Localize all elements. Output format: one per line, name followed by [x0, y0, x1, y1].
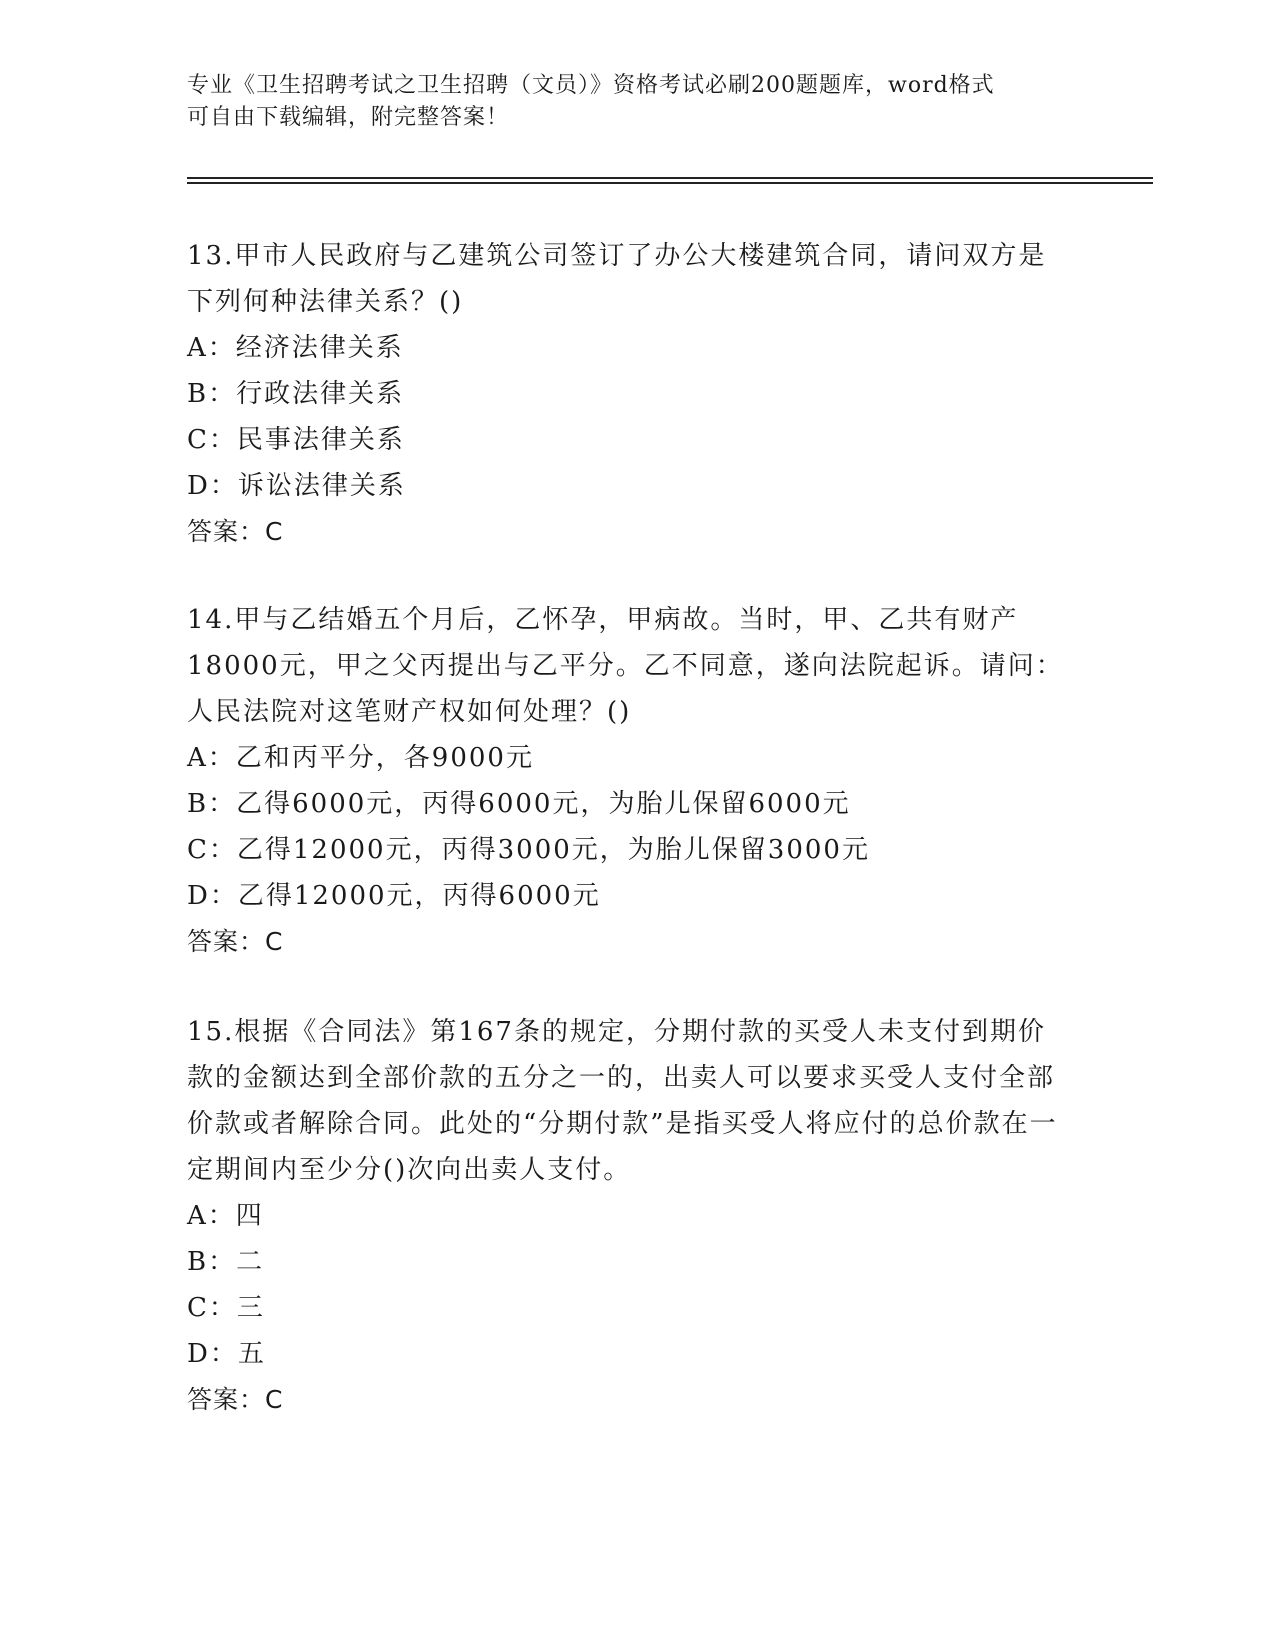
- header-line-1: 专业《卫生招聘考试之卫生招聘（文员）》资格考试必刷200题题库，word格式: [187, 73, 995, 98]
- header-line-2: 可自由下载编辑，附完整答案！: [187, 105, 510, 130]
- question-15: [187, 1009, 1067, 1423]
- answer-text: 答案：C: [187, 927, 284, 956]
- header-divider-top: [187, 177, 1153, 179]
- document-header: [187, 70, 1067, 134]
- question-stem: 15.根据《合同法》第167条的规定，分期付款的买受人未支付到期价款的金额达到全部价款的五分之一的，出卖人可以要求买受人支付全部价款或者解除合同。此处的“分期付款”是指买受人将应付的总价款在一定期间内至少分()次向出卖人支付。: [187, 1017, 1058, 1185]
- option-b: B：乙得6000元，丙得6000元，为胎儿保留6000元: [187, 789, 851, 819]
- option-a: A：乙和丙平分，各9000元: [187, 743, 534, 773]
- option-c: C：三: [187, 1293, 265, 1323]
- question-13: [187, 233, 1067, 555]
- option-d: D：诉讼法律关系: [187, 471, 406, 501]
- option-c: C：民事法律关系: [187, 425, 405, 455]
- option-b: B：二: [187, 1247, 265, 1277]
- option-d: D：乙得12000元，丙得6000元: [187, 881, 601, 911]
- question-stem: 13.甲市人民政府与乙建筑公司签订了办公大楼建筑合同，请问双方是下列何种法律关系？(): [187, 241, 1047, 317]
- question-14: [187, 597, 1067, 965]
- option-c: C：乙得12000元，丙得3000元，为胎儿保留3000元: [187, 835, 870, 865]
- option-a: A：经济法律关系: [187, 333, 404, 363]
- option-b: B：行政法律关系: [187, 379, 405, 409]
- answer-text: 答案：C: [187, 517, 284, 546]
- question-stem: 14.甲与乙结婚五个月后，乙怀孕，甲病故。当时，甲、乙共有财产18000元，甲之父丙提出与乙平分。乙不同意，遂向法院起诉。请问：人民法院对这笔财产权如何处理？(): [187, 605, 1064, 727]
- option-d: D：五: [187, 1339, 266, 1369]
- header-divider-bottom: [187, 182, 1153, 184]
- answer-text: 答案：C: [187, 1385, 284, 1414]
- option-a: A：四: [187, 1201, 264, 1231]
